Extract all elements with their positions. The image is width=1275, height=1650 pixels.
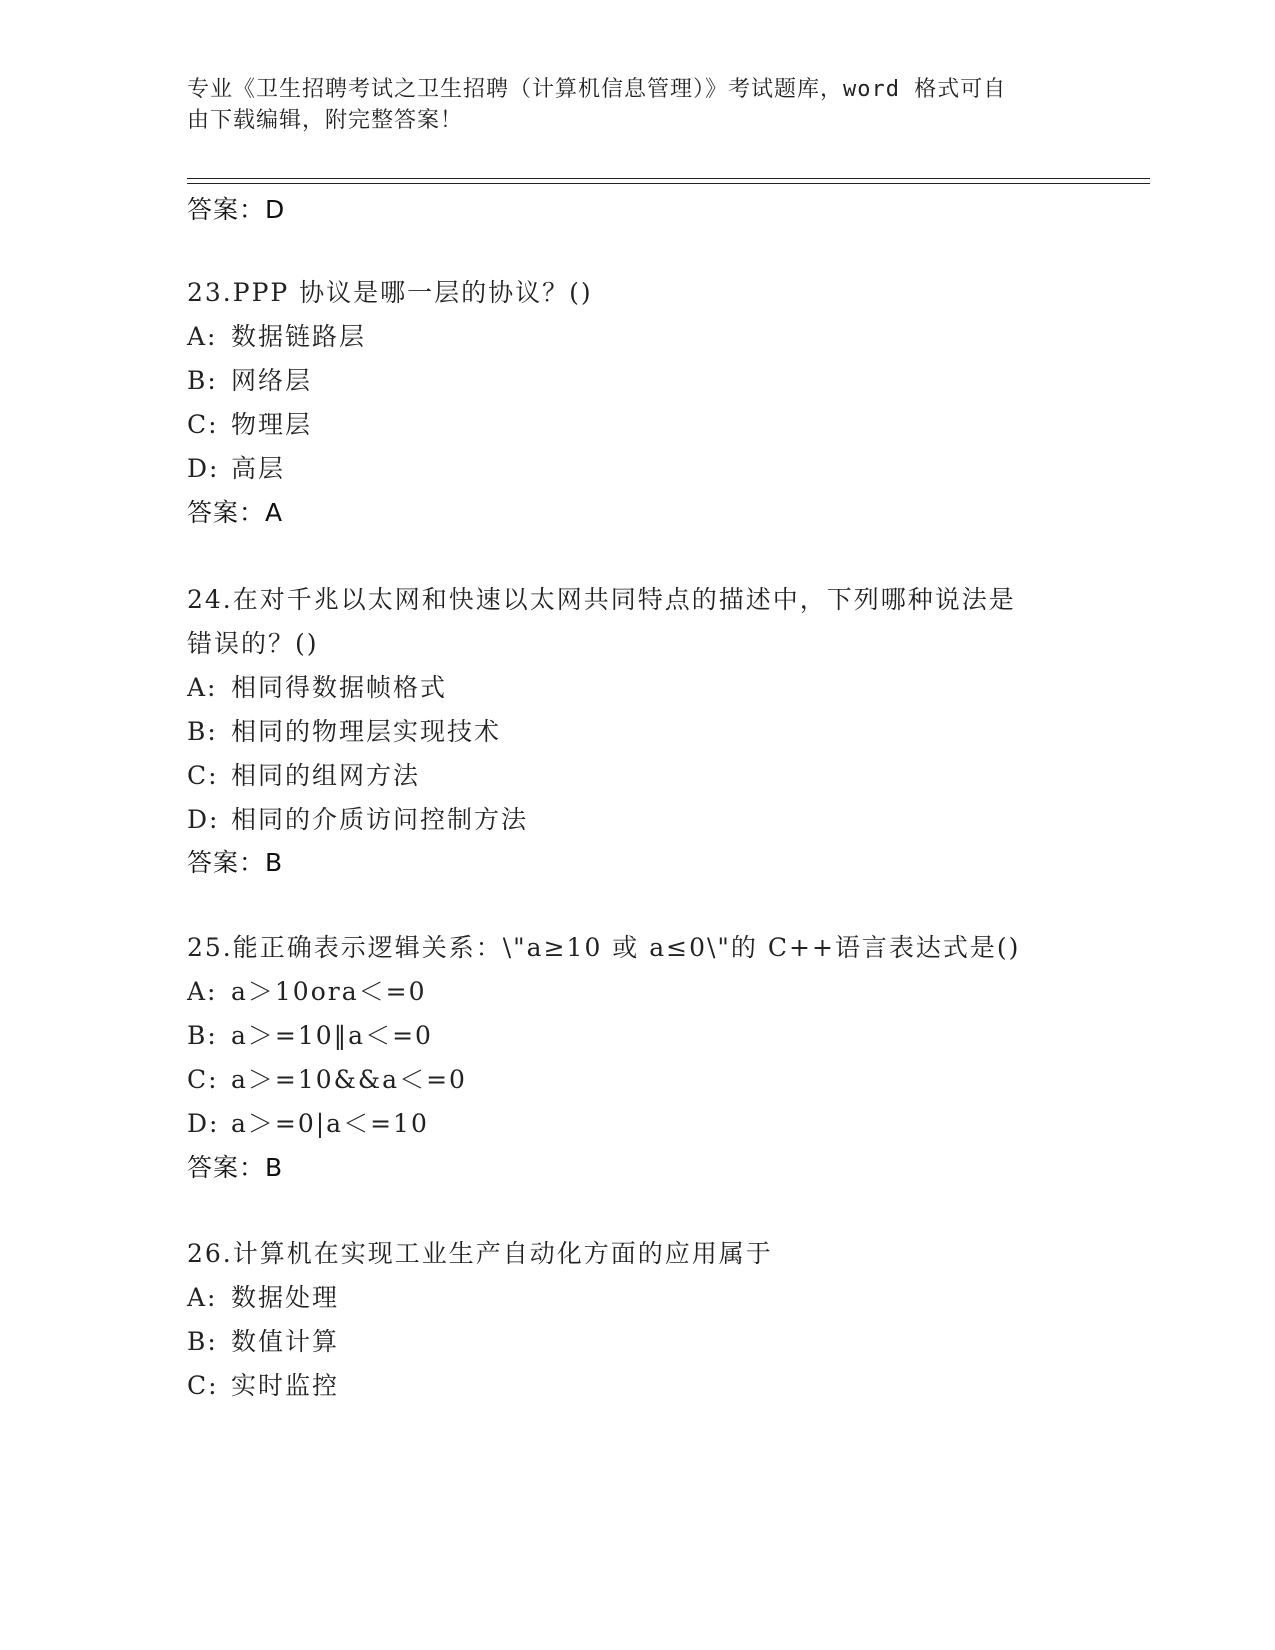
answer-prev: 答案：D bbox=[187, 195, 286, 224]
option-c bbox=[187, 1060, 467, 1096]
option-label: A: bbox=[187, 977, 218, 1006]
option-label: D: bbox=[187, 1109, 220, 1138]
option-text: 网络层 bbox=[231, 366, 313, 395]
option-a bbox=[187, 668, 447, 704]
option-text: a＞=10&&a＜=0 bbox=[231, 1065, 467, 1094]
question-stem: 26.计算机在实现工业生产自动化方面的应用属于 bbox=[187, 1239, 773, 1268]
option-text: 实时监控 bbox=[231, 1371, 340, 1400]
option-text: 数据处理 bbox=[231, 1283, 340, 1312]
option-c bbox=[187, 1366, 339, 1402]
option-b bbox=[187, 1322, 339, 1358]
option-text: a＞10ora＜=0 bbox=[231, 977, 427, 1006]
option-label: C: bbox=[187, 761, 219, 790]
option-text: 相同得数据帧格式 bbox=[231, 673, 448, 702]
intro-line-1: 专业《卫生招聘考试之卫生招聘（计算机信息管理）》考试题库，word 格式可自 bbox=[187, 77, 1007, 102]
answer: 答案：B bbox=[187, 848, 284, 877]
question-stem: 25.能正确表示逻辑关系：\"a≥10 或 a≤0\"的 C++语言表达式是() bbox=[187, 933, 1021, 962]
option-label: C: bbox=[187, 1371, 219, 1400]
document-intro bbox=[187, 74, 1067, 136]
option-text: a＞=10‖a＜=0 bbox=[231, 1021, 433, 1050]
option-text: 相同的物理层实现技术 bbox=[231, 717, 502, 746]
option-label: A: bbox=[187, 322, 218, 351]
option-text: 数据链路层 bbox=[231, 322, 367, 351]
option-c bbox=[187, 756, 420, 792]
option-label: A: bbox=[187, 1283, 218, 1312]
header-divider-top bbox=[187, 178, 1150, 179]
option-text: 数值计算 bbox=[231, 1327, 340, 1356]
option-label: D: bbox=[187, 805, 220, 834]
option-text: 物理层 bbox=[231, 410, 313, 439]
header-divider-bottom bbox=[187, 183, 1150, 184]
option-label: B: bbox=[187, 717, 218, 746]
option-b bbox=[187, 1016, 433, 1052]
option-text: 相同的组网方法 bbox=[231, 761, 421, 790]
option-label: C: bbox=[187, 1065, 219, 1094]
question-stem-line-1: 24.在对千兆以太网和快速以太网共同特点的描述中，下列哪种说法是 bbox=[187, 585, 1016, 614]
option-b bbox=[187, 361, 312, 397]
option-label: C: bbox=[187, 410, 219, 439]
answer: 答案：A bbox=[187, 498, 284, 527]
option-d bbox=[187, 449, 285, 485]
option-text: a＞=0|a＜=10 bbox=[231, 1109, 429, 1138]
option-a bbox=[187, 1278, 339, 1314]
option-b bbox=[187, 712, 501, 748]
option-label: B: bbox=[187, 1021, 218, 1050]
option-label: D: bbox=[187, 454, 220, 483]
question-stem-line-2: 错误的？() bbox=[187, 629, 319, 658]
option-d bbox=[187, 800, 528, 836]
option-label: A: bbox=[187, 673, 218, 702]
intro-line-2: 由下载编辑，附完整答案！ bbox=[187, 108, 464, 133]
option-label: B: bbox=[187, 366, 218, 395]
question-stem: 23.PPP 协议是哪一层的协议？() bbox=[187, 278, 593, 307]
answer: 答案：B bbox=[187, 1153, 284, 1182]
option-label: B: bbox=[187, 1327, 218, 1356]
option-a bbox=[187, 317, 366, 353]
option-text: 相同的介质访问控制方法 bbox=[231, 805, 529, 834]
option-a bbox=[187, 972, 426, 1008]
option-d bbox=[187, 1104, 429, 1140]
option-text: 高层 bbox=[231, 454, 286, 483]
option-c bbox=[187, 405, 312, 441]
